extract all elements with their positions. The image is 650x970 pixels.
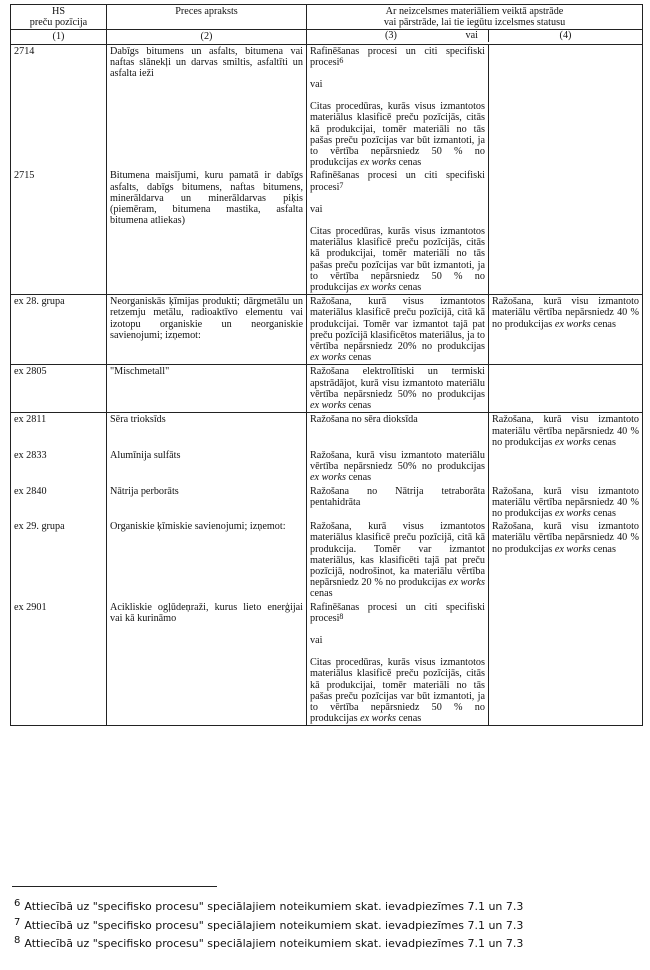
colnum-3-or: vai bbox=[465, 30, 478, 42]
header-description: Preces apraksts bbox=[107, 5, 307, 30]
alt-rule bbox=[489, 365, 643, 413]
rule-text: Citas procedūras, kurās visus izmantotos materiālus klasificē preču pozīcijās, citās kā produkcijai, tomēr materiāli no tās pašas preču pozīcijas var būt izmantoti, ja to vērtība nepārsniedz 50 % no produkcijas ex works cenas bbox=[310, 226, 485, 294]
description: Nātrija perborāts bbox=[107, 485, 307, 521]
processing-rule bbox=[307, 601, 489, 726]
header-processing-line1: Ar neizcelsmes materiāliem veiktā apstrāde bbox=[385, 6, 564, 17]
table-row bbox=[11, 365, 643, 413]
header-processing bbox=[307, 5, 643, 30]
footnotes bbox=[14, 898, 523, 954]
table-row bbox=[11, 44, 643, 169]
description: Neorganiskās ķīmijas produkti; dārgmetālu un retzemju metālu, radioaktīvo elementu vai izotopu organiskie un neorganiskie savienojumi; izņemot: bbox=[107, 295, 307, 365]
processing-rule: Ražošana, kurā visus izmantotos materiālus klasificē preču pozīcijā, citā kā produkcija. Tomēr var izmantot materiālus, kas klasificēti tajā pat preču pozīcijā, nodrošinot, ka materiālu vērtība nepārsniedz 20 % no produkcijas ex works cenas bbox=[307, 520, 489, 600]
table-row bbox=[11, 449, 643, 485]
or-label: vai bbox=[310, 79, 323, 91]
table-row bbox=[11, 485, 643, 521]
or-label: vai bbox=[310, 634, 323, 646]
description: Bitumena maisījumi, kuru pamatā ir dabīgs asfalts, dabīgs bitumens, naftas bitumens, minerāldarva un minerāldarvas piķis (piemēram, bitumena mastika, asfalta bitumena atliekas) bbox=[107, 169, 307, 294]
hs-code: 2714 bbox=[11, 44, 107, 169]
table-row bbox=[11, 169, 643, 294]
description: Acikliskie ogļūdeņraži, kurus lieto enerģijai vai kā kurināmo bbox=[107, 601, 307, 726]
alt-rule: Ražošana, kurā visu izmantoto materiālu vērtība nepārsniedz 40 % no produkcijas ex works cenas bbox=[489, 413, 643, 449]
alt-rule bbox=[489, 169, 643, 294]
or-label: vai bbox=[310, 203, 323, 215]
header-hs: HS preču pozīcija bbox=[11, 5, 107, 30]
hs-code: ex 28. grupa bbox=[11, 295, 107, 365]
colnum-3: (3) bbox=[385, 30, 397, 42]
hs-code: 2715 bbox=[11, 169, 107, 294]
footnote-ref: 7 bbox=[339, 180, 344, 190]
rule-text: Rafinēšanas procesi un citi specifiski procesi bbox=[310, 170, 485, 193]
table-row bbox=[11, 295, 643, 365]
table-row bbox=[11, 520, 643, 600]
alt-rule: Ražošana, kurā visu izmantoto materiālu vērtība nepārsniedz 40 % no produkcijas ex works cenas bbox=[489, 295, 643, 365]
footnote-divider bbox=[12, 886, 217, 887]
table-row bbox=[11, 601, 643, 726]
footnote: $^7$ Attiecībā uz "specifisko procesu" speciālajiem noteikumiem skat. ievadpiezīmes 7.1 un 7.3 bbox=[14, 916, 524, 932]
processing-rule: Ražošana no Nātrija tetraborāta pentahidrāta bbox=[307, 485, 489, 521]
alt-rule bbox=[489, 449, 643, 485]
hs-code: ex 2805 bbox=[11, 365, 107, 413]
hs-code: ex 2833 bbox=[11, 449, 107, 485]
colnum-4: (4) bbox=[559, 30, 572, 42]
processing-rule: Ražošana no sēra dioksīda bbox=[307, 413, 489, 449]
footnote-ref: 8 bbox=[339, 611, 344, 621]
alt-rule bbox=[489, 601, 643, 726]
rule-text: Citas procedūras, kurās visus izmantotos materiālus klasificē preču pozīcijās, citās kā produkcijai, tomēr materiāli no tās pašas preču pozīcijas var būt izmantoti, ja to vērtība nepārsniedz 50 % no produkcijas ex works cenas bbox=[310, 657, 485, 725]
processing-rule bbox=[307, 169, 489, 294]
rule-text: Citas procedūras, kurās visus izmantotos materiālus klasificē preču pozīcijās, citās kā produkcijai, tomēr materiāli no tās pašas preču pozīcijas var būt izmantoti, ja to vērtība nepārsniedz 50 % no produkcijas ex works cenas bbox=[310, 101, 485, 169]
table-row bbox=[11, 413, 643, 449]
processing-rule: Ražošana, kurā visus izmantotos materiālus klasificē preču pozīcijā, citā kā produkcijai. Tomēr var izmantot tajā pat preču pozīcijā klasificētos materiālus, ja to vērtība nepārsniedz 20% no produkcijas ex works cenas bbox=[307, 295, 489, 365]
description: Dabīgs bitumens un asfalts, bitumena vai naftas slānekļi un darvas smiltis, asfaltīti un asfalta ieži bbox=[107, 44, 307, 169]
hs-code: ex 2901 bbox=[11, 601, 107, 726]
rule-text: Rafinēšanas procesi un citi specifiski procesi bbox=[310, 601, 485, 624]
description: Alumīnija sulfāts bbox=[107, 449, 307, 485]
footnote: $^8$ Attiecībā uz "specifisko procesu" speciālajiem noteikumiem skat. ievadpiezīmes 7.1 un 7.3 bbox=[14, 935, 524, 950]
processing-rule: Ražošana elektrolītiski un termiski apstrādājot, kurā visu izmantoto materiālu vērtība nepārsniedz 50% no produkcijas ex works cenas bbox=[307, 365, 489, 413]
alt-rule: Ražošana, kurā visu izmantoto materiālu vērtība nepārsniedz 40 % no produkcijas ex works cenas bbox=[489, 485, 643, 521]
alt-rule bbox=[489, 44, 643, 169]
processing-rule bbox=[307, 44, 489, 169]
footnote-ref: 6 bbox=[339, 55, 344, 65]
description: Organiskie ķīmiskie savienojumi; izņemot: bbox=[107, 520, 307, 600]
colnum-2: (2) bbox=[107, 30, 307, 44]
hs-code: ex 2811 bbox=[11, 413, 107, 449]
hs-code: ex 29. grupa bbox=[11, 520, 107, 600]
rules-table bbox=[10, 4, 643, 726]
colnum-1: (1) bbox=[11, 30, 107, 44]
header-processing-line2: vai pārstrāde, lai tie iegūtu izcelsmes statusu bbox=[383, 17, 566, 29]
rule-text: Rafinēšanas procesi un citi specifiski procesi bbox=[310, 45, 485, 68]
description: Sēra trioksīds bbox=[107, 413, 307, 449]
processing-rule: Ražošana, kurā visu izmantoto materiālu vērtība nepārsniedz 50% no produkcijas ex works cenas bbox=[307, 449, 489, 485]
alt-rule: Ražošana, kurā visu izmantoto materiālu vērtība nepārsniedz 40 % no produkcijas ex works cenas bbox=[489, 520, 643, 600]
colnum-3-4 bbox=[307, 30, 643, 44]
hs-code: ex 2840 bbox=[11, 485, 107, 521]
footnote: $^6$ Attiecībā uz "specifisko procesu" speciālajiem noteikumiem skat. ievadpiezīmes 7.1 un 7.3 bbox=[14, 898, 524, 913]
description: "Mischmetall" bbox=[107, 365, 307, 413]
